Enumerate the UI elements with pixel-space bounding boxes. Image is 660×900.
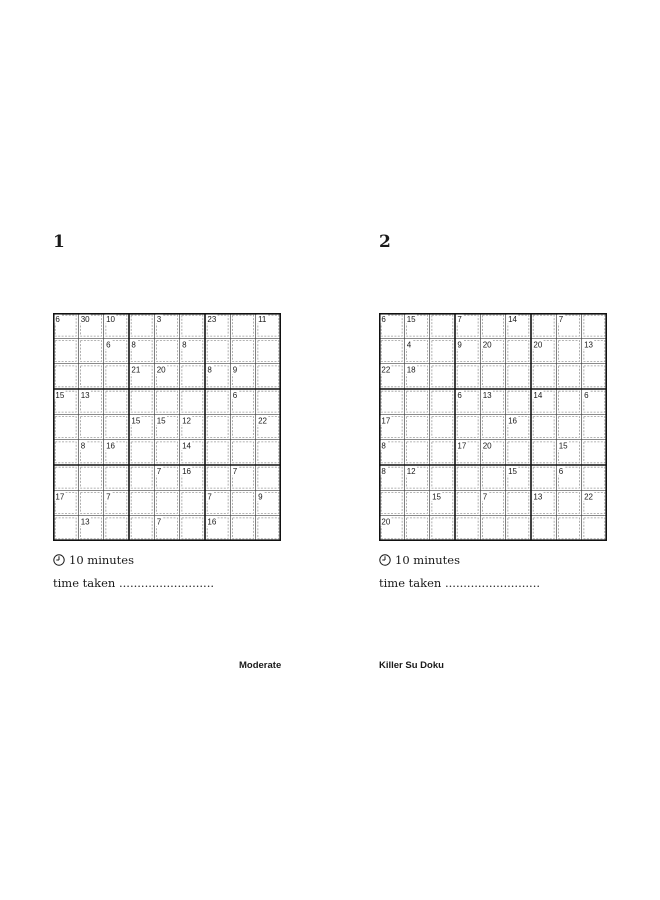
cage-sum: 7 [482, 492, 488, 502]
cage-outline [258, 366, 279, 387]
book-title: Killer Su Doku [379, 660, 444, 671]
cage-sum: 22 [584, 492, 593, 502]
cage-sum: 7 [457, 315, 462, 324]
cage-sum: 12 [406, 467, 416, 476]
cage-outline [432, 366, 453, 387]
cage-outline [584, 417, 605, 438]
cage-sum: 15 [156, 416, 166, 426]
cage-outline [432, 442, 453, 463]
cage-outline [457, 417, 478, 438]
puzzle-number: 2 [379, 232, 391, 252]
cage-sum: 15 [55, 391, 65, 400]
cage-outline [106, 391, 127, 412]
cage-outline [533, 442, 554, 463]
cage-outline [233, 518, 254, 539]
time-taken: time taken .......................... [379, 576, 541, 590]
cage-sum: 20 [533, 340, 543, 350]
cage-outline [457, 493, 478, 514]
cage-sum: 16 [207, 517, 217, 527]
cage-outline [258, 391, 279, 412]
cage-outline [483, 366, 504, 387]
cage-outline [483, 315, 504, 336]
cage-outline [55, 417, 76, 438]
cage-outline [559, 341, 580, 362]
sudoku-grid [379, 313, 607, 541]
cage-outline [381, 493, 402, 514]
cage-sum: 7 [106, 492, 111, 502]
cage-outline [131, 518, 152, 539]
cage-outline [559, 391, 580, 412]
cage-sum: 22 [258, 416, 267, 426]
cage-outline [457, 518, 478, 539]
cage-outline [131, 493, 152, 514]
cage-sum: 16 [182, 467, 191, 476]
cage-sum: 21 [131, 365, 141, 375]
cage-outline [508, 366, 529, 387]
cage-outline [55, 341, 76, 362]
cage-outline [106, 417, 127, 438]
cage-outline [81, 366, 102, 387]
cage-outline [258, 442, 279, 463]
puzzle-number: 1 [53, 232, 65, 252]
timer-label: 10 minutes [395, 553, 461, 567]
cage-outline [157, 442, 178, 463]
cage-outline [533, 417, 554, 438]
cage-sum: 15 [508, 467, 517, 476]
cage-outline [533, 366, 554, 387]
cage-outline [233, 417, 254, 438]
grid-svg [53, 313, 281, 541]
cage-outline [483, 467, 504, 488]
cage-outline [483, 417, 504, 438]
cage-sum: 15 [558, 441, 568, 451]
cage-sum: 6 [381, 315, 386, 324]
cage-outline [407, 518, 428, 539]
time-taken: time taken .......................... [53, 576, 215, 590]
cage-outline [584, 518, 605, 539]
cage-sum: 9 [232, 365, 238, 375]
cage-outline [508, 442, 529, 463]
cage-outline [131, 467, 152, 488]
timer [379, 553, 460, 567]
cage-outline [559, 366, 580, 387]
cage-sum: 7 [156, 517, 162, 527]
cage-sum: 20 [482, 441, 492, 451]
cage-outline [559, 417, 580, 438]
cage-outline [131, 442, 152, 463]
cage-outline [233, 315, 254, 336]
cage-sum: 7 [207, 492, 212, 502]
cage-sum: 20 [156, 365, 166, 375]
cage-sum: 17 [457, 441, 467, 451]
cage-outline [381, 391, 402, 412]
cage-sum: 6 [584, 391, 589, 400]
cage-sum: 8 [80, 441, 86, 451]
cage-outline [233, 341, 254, 362]
cage-outline [207, 391, 228, 412]
cage-outline [432, 518, 453, 539]
cage-outline [182, 518, 203, 539]
cage-outline [407, 391, 428, 412]
cage-outline [55, 442, 76, 463]
cage-outline [131, 315, 152, 336]
cage-sum: 20 [482, 340, 492, 350]
cage-sum: 15 [131, 416, 141, 426]
cage-outline [407, 417, 428, 438]
cage-sum: 9 [258, 492, 263, 502]
cage-outline [207, 467, 228, 488]
cage-sum: 14 [533, 391, 543, 400]
cage-outline [533, 518, 554, 539]
cage-outline [508, 518, 529, 539]
timer-label: 10 minutes [69, 553, 135, 567]
cage-outline [584, 442, 605, 463]
cage-sum: 6 [558, 467, 564, 476]
cage-sum: 23 [207, 315, 217, 324]
cage-sum: 17 [55, 492, 65, 502]
cage-sum: 15 [432, 492, 441, 502]
cage-sum: 13 [533, 492, 543, 502]
cage-sum: 13 [80, 391, 90, 400]
cage-outline [533, 467, 554, 488]
cage-outline [457, 467, 478, 488]
cage-sum: 17 [381, 416, 391, 426]
cage-sum: 7 [156, 467, 162, 476]
cage-sum: 14 [182, 441, 191, 451]
cage-outline [233, 442, 254, 463]
cage-sum: 10 [106, 315, 115, 324]
cage-outline [81, 341, 102, 362]
cage-outline [258, 467, 279, 488]
clock-icon [379, 554, 391, 566]
cage-outline [381, 341, 402, 362]
cage-outline [233, 493, 254, 514]
cage-outline [508, 493, 529, 514]
cage-outline [207, 442, 228, 463]
cage-sum: 15 [406, 315, 416, 324]
cage-sum: 18 [406, 365, 416, 375]
cage-sum: 9 [457, 340, 462, 350]
cage-outline [182, 391, 203, 412]
cage-outline [584, 467, 605, 488]
cage-sum: 11 [258, 315, 267, 324]
cage-outline [508, 391, 529, 412]
cage-outline [432, 315, 453, 336]
cage-outline [207, 417, 228, 438]
cage-sum: 13 [80, 517, 90, 527]
cage-sum: 16 [508, 416, 517, 426]
cage-outline [432, 391, 453, 412]
cage-outline [432, 467, 453, 488]
clock-icon [53, 554, 65, 566]
cage-sum: 8 [207, 365, 212, 375]
cage-outline [432, 417, 453, 438]
sudoku-grid [53, 313, 281, 541]
cage-sum: 8 [182, 340, 187, 350]
cage-sum: 4 [406, 340, 412, 350]
cage-sum: 3 [156, 315, 162, 324]
cage-outline [407, 442, 428, 463]
cage-outline [81, 467, 102, 488]
cage-outline [55, 518, 76, 539]
cage-outline [157, 391, 178, 412]
cage-outline [559, 518, 580, 539]
cage-outline [81, 493, 102, 514]
cage-outline [182, 493, 203, 514]
cage-sum: 8 [381, 441, 386, 451]
cage-sum: 8 [131, 340, 136, 350]
cage-sum: 12 [182, 416, 191, 426]
cage-sum: 6 [232, 391, 238, 400]
cage-sum: 30 [80, 315, 90, 324]
cage-outline [55, 366, 76, 387]
cage-outline [584, 366, 605, 387]
cage-outline [207, 341, 228, 362]
cage-sum: 6 [457, 391, 462, 400]
cage-outline [258, 341, 279, 362]
cage-outline [106, 467, 127, 488]
cage-sum: 20 [381, 517, 391, 527]
cage-sum: 6 [55, 315, 60, 324]
cage-outline [483, 518, 504, 539]
cage-outline [81, 417, 102, 438]
cage-outline [584, 315, 605, 336]
cage-sum: 13 [482, 391, 492, 400]
cage-sum: 7 [558, 315, 564, 324]
cage-outline [131, 391, 152, 412]
cage-outline [407, 493, 428, 514]
grid-svg [379, 313, 607, 541]
cage-outline [258, 518, 279, 539]
cage-sum: 7 [232, 467, 238, 476]
grid-border [380, 314, 606, 540]
cage-outline [157, 493, 178, 514]
cage-outline [508, 341, 529, 362]
cage-outline [157, 341, 178, 362]
difficulty-label: Moderate [239, 660, 282, 671]
cage-outline [182, 315, 203, 336]
cage-outline [432, 341, 453, 362]
cage-sum: 22 [381, 365, 391, 375]
grid-border [54, 314, 280, 540]
cage-sum: 14 [508, 315, 517, 324]
cage-outline [106, 518, 127, 539]
timer [53, 553, 134, 567]
cage-outline [533, 315, 554, 336]
cage-sum: 13 [584, 340, 593, 350]
cage-outline [182, 366, 203, 387]
cage-outline [106, 366, 127, 387]
cage-outline [457, 366, 478, 387]
cage-sum: 6 [106, 340, 111, 350]
cage-sum: 8 [381, 467, 386, 476]
cage-outline [559, 493, 580, 514]
cage-sum: 16 [106, 441, 115, 451]
cage-outline [55, 467, 76, 488]
